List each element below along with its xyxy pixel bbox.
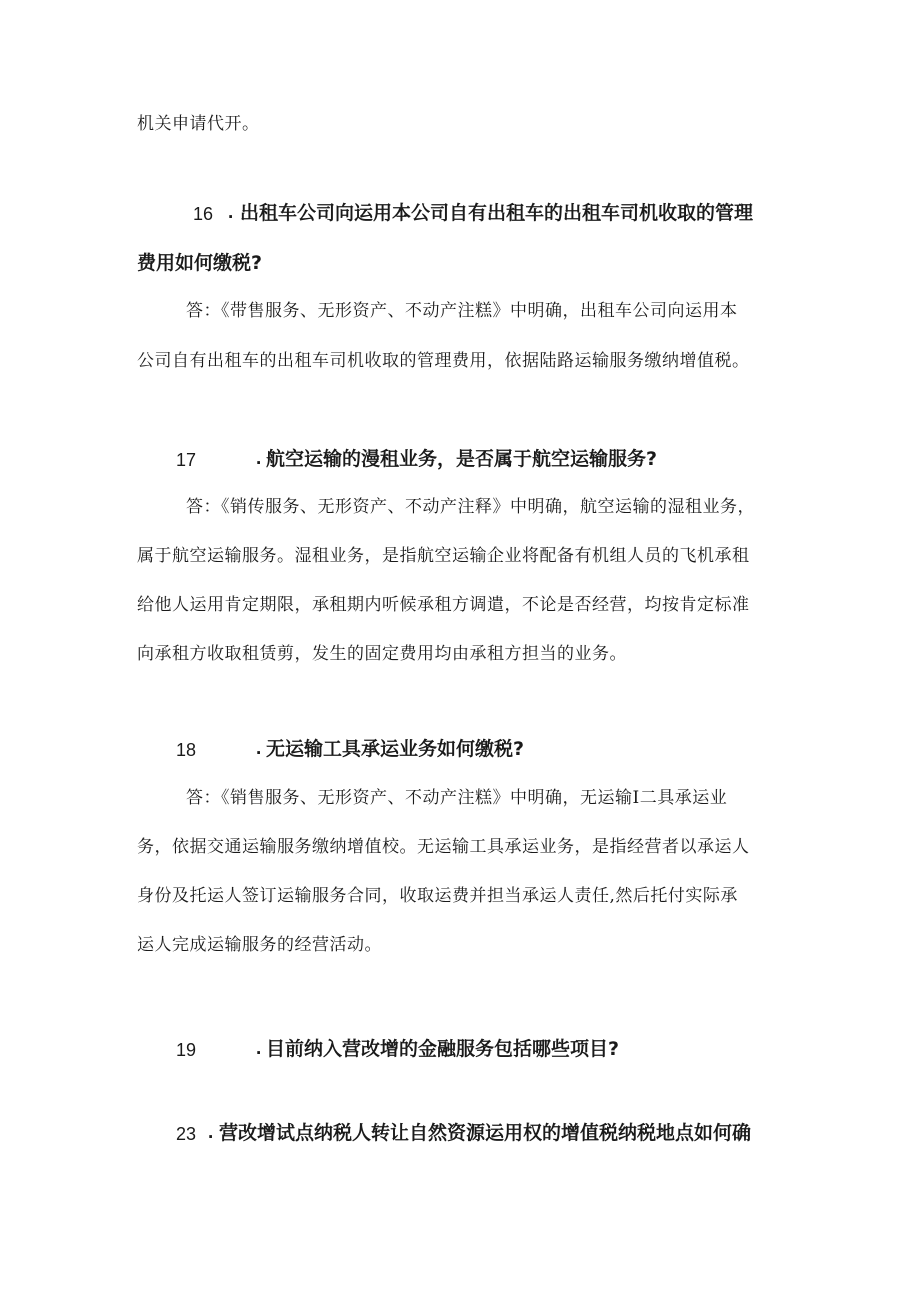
question-separator: .	[256, 1038, 262, 1059]
answer-line: 答：《销传服务、无形资产、不动产注释》中明确，航空运输的湿租业务，	[186, 497, 755, 517]
question-number: 18	[176, 740, 197, 760]
answer-line: 务，依据交通运输服务缴纳增值校。无运输工具承运业务，是指经营者以承运人	[137, 837, 750, 857]
question-number: 19	[176, 1040, 197, 1060]
paragraph-line: 机关申请代开。	[137, 114, 260, 134]
question-title: 无运输工具承运业务如何缴税?	[266, 738, 525, 760]
question-title: 航空运输的漫租业务，是否属于航空运输服务?	[266, 448, 658, 470]
question-separator: .	[228, 202, 234, 223]
answer-line: 属于航空运输服务。湿租业务，是指航空运输企业将配备有机组人员的飞机承租	[137, 546, 750, 566]
answer-line: 公司自有出租车的出租车司机收取的管理费用，依据陆路运输服务缴纳增值税。	[137, 351, 750, 371]
question-number: 17	[176, 450, 197, 470]
answer-line: 向承租方收取租赁剪，发生的固定费用均由承租方担当的业务。	[137, 644, 627, 664]
answer-line: 答：《销售服务、无形资产、不动产注糕》中明确，无运输I二具承运业	[186, 788, 728, 808]
question-number: 23	[176, 1124, 197, 1144]
question-title: 目前纳入营改增的金融服务包括哪些项目?	[266, 1038, 620, 1060]
answer-line: 身份及托运人签订运输服务合同，收取运费并担当承运人责任,然后托付实际承	[137, 886, 738, 906]
question-title: 营改增试点纳税人转让自然资源运用权的增值税纳税地点如何确	[219, 1122, 752, 1144]
answer-line: 答：《带售服务、无形资产、不动产注糕》中明确，出租车公司向运用本	[186, 301, 738, 321]
answer-line: 运人完成运输服务的经营活动。	[137, 935, 382, 955]
question-number: 16	[193, 204, 214, 224]
question-title: 费用如何缴税?	[137, 252, 263, 274]
question-separator: .	[208, 1122, 214, 1143]
question-title: 出租车公司向运用本公司自有出租车的出租车司机收取的管理	[240, 202, 754, 224]
question-separator: .	[256, 738, 262, 759]
answer-line: 给他人运用肯定期限，承租期内听候承租方调遣，不论是否经营，均按肯定标准	[137, 595, 750, 615]
question-separator: .	[256, 448, 262, 469]
